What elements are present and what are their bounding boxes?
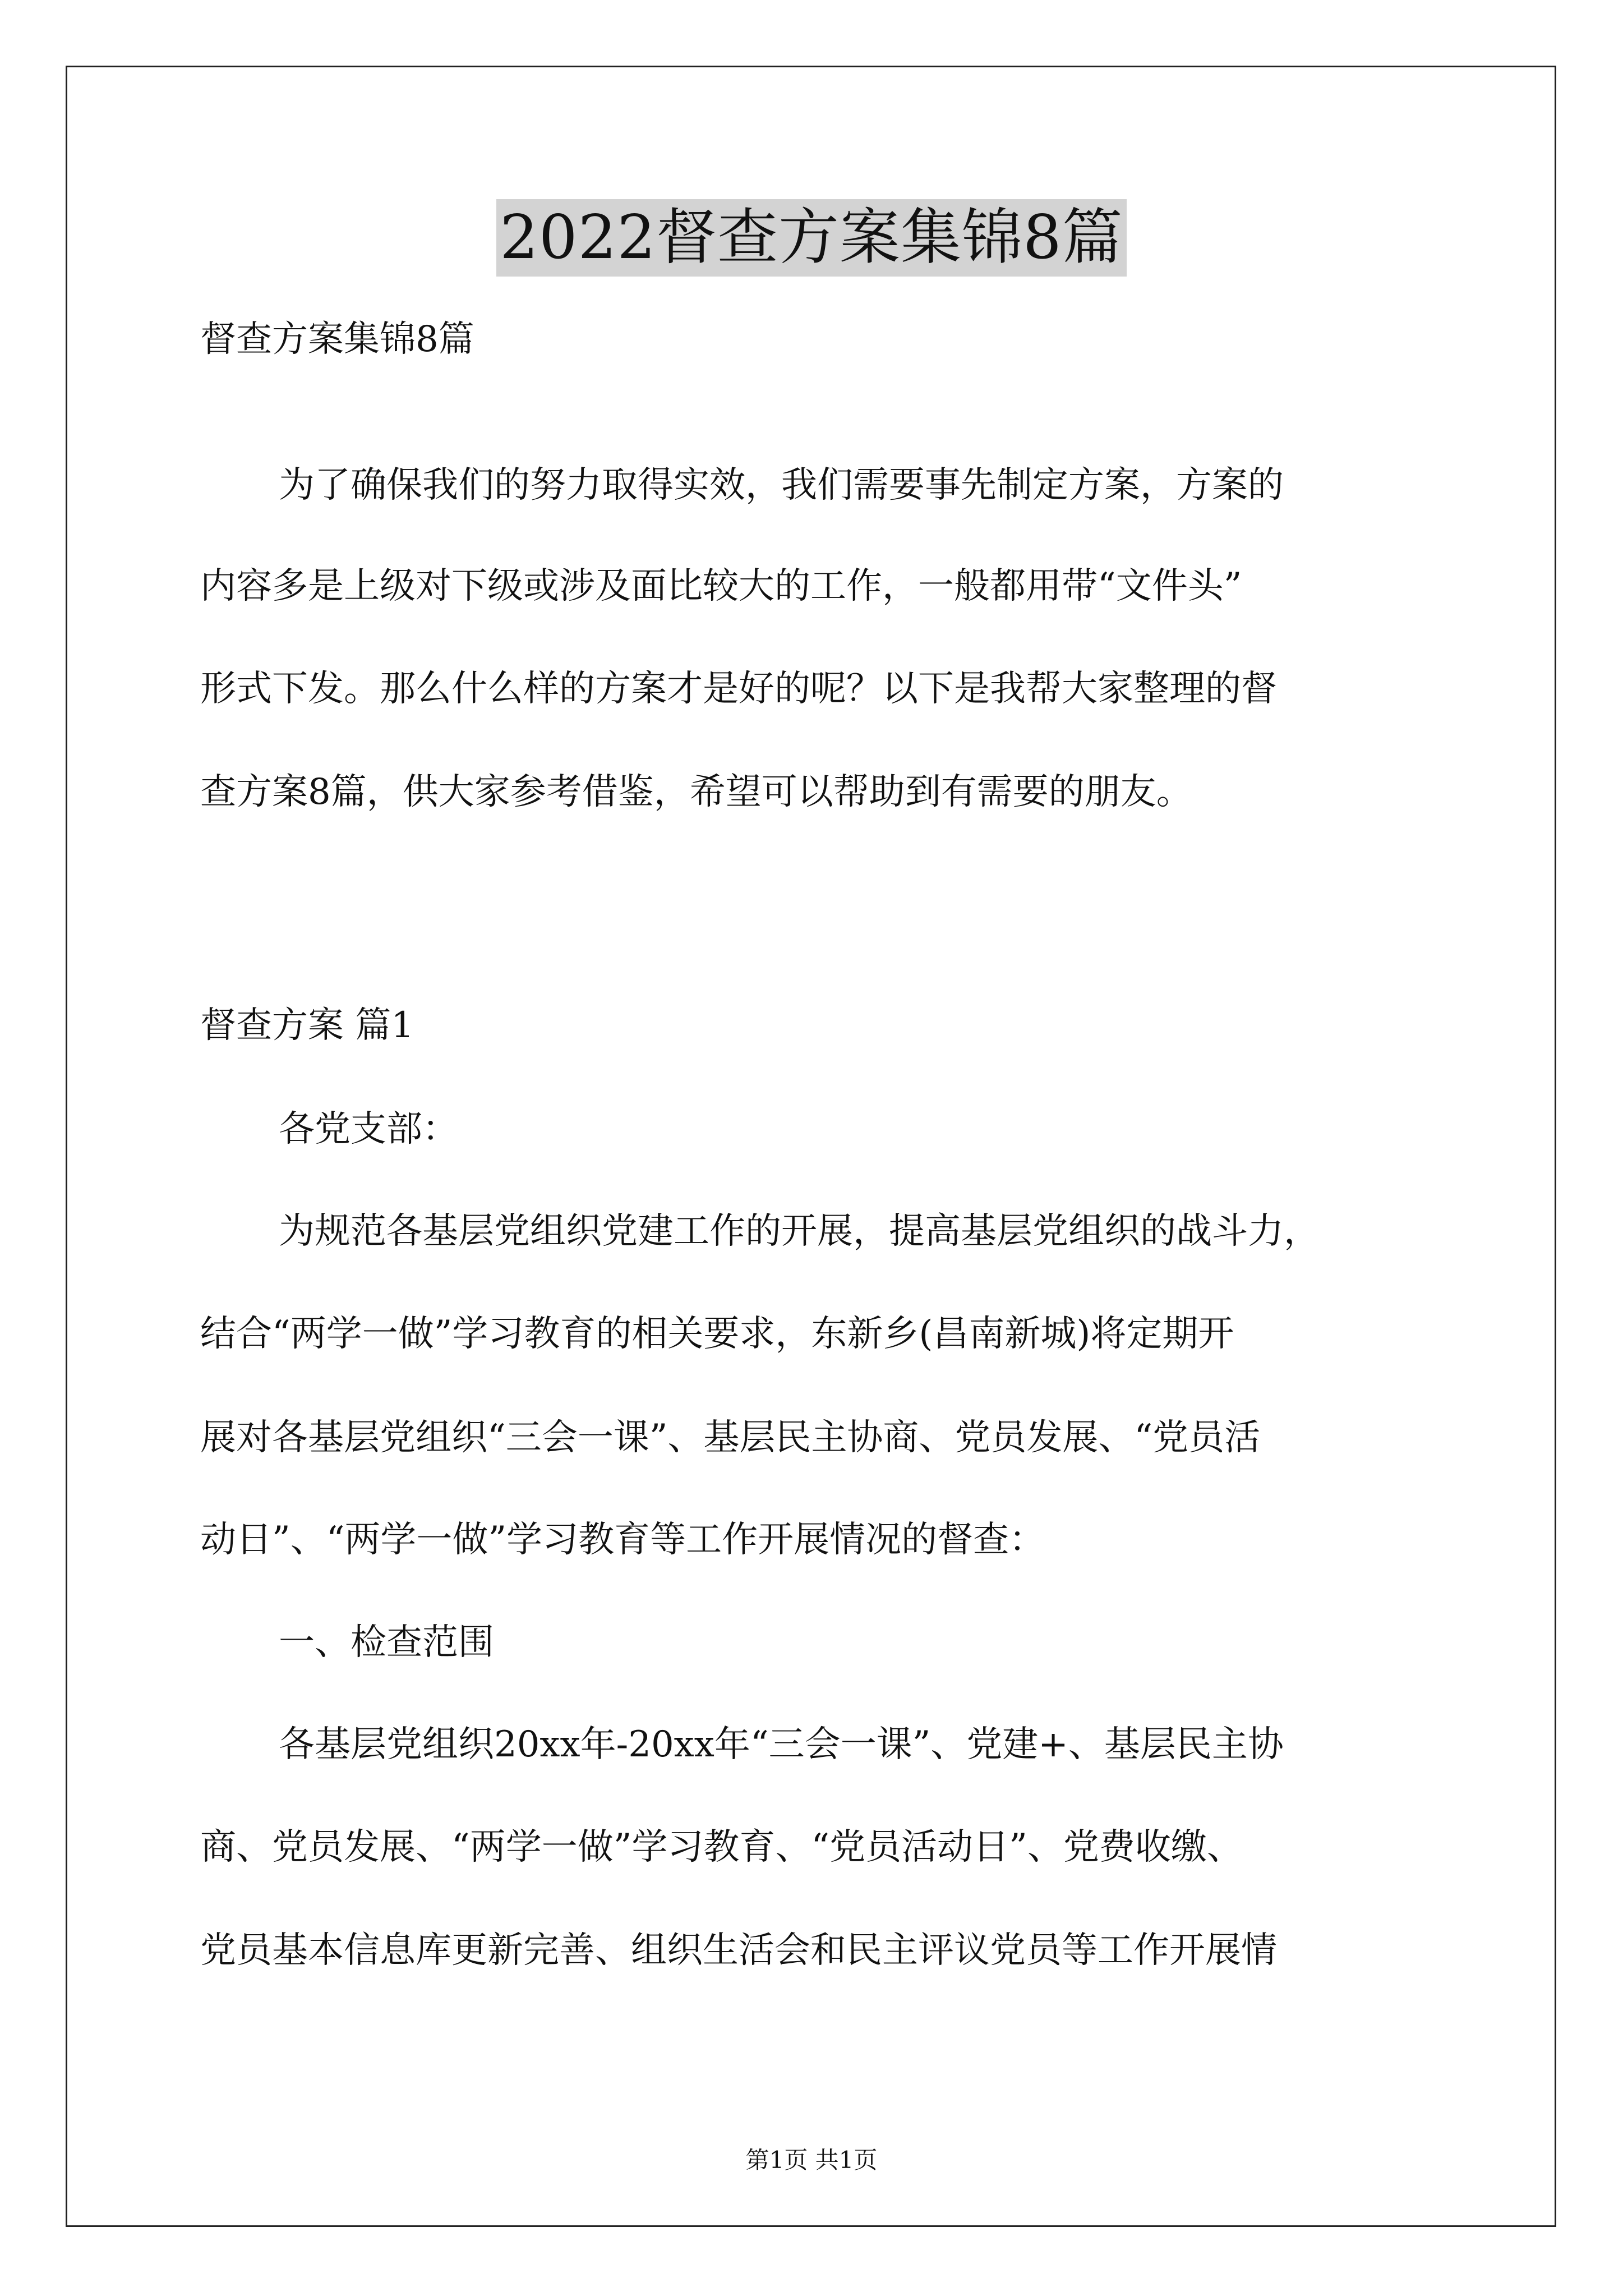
para1-line-4: 动日”、“两学一做”学习教育等工作开展情况的督查： (200, 1519, 1045, 1561)
para1-line-3: 展对各基层党组织“三会一课”、基层民主协商、党员发展、“党员活 (200, 1417, 1261, 1458)
title-container (0, 199, 1623, 277)
para2-line-2: 商、党员发展、“两学一做”学习教育、“党员活动日”、党费收缴、 (200, 1826, 1243, 1868)
page-footer: 第1页 共1页 (745, 2146, 878, 2174)
item1-heading: 一、检查范围 (279, 1622, 494, 1663)
intro-line-2: 内容多是上级对下级或涉及面比较大的工作，一般都用带“文件头” (200, 565, 1242, 607)
intro-line-3: 形式下发。那么什么样的方案才是好的呢？以下是我帮大家整理的督 (200, 668, 1277, 710)
section-heading: 督查方案 篇1 (200, 1005, 414, 1046)
document-subtitle: 督查方案集锦8篇 (200, 319, 474, 360)
intro-line-4: 查方案8篇，供大家参考借鉴，希望可以帮助到有需要的朋友。 (200, 771, 1192, 813)
para2-line-3: 党员基本信息库更新完善、组织生活会和民主评议党员等工作开展情 (200, 1930, 1277, 1971)
para2-line-1: 各基层党组织20xx年-20xx年“三会一课”、党建+、基层民主协 (279, 1724, 1284, 1765)
salutation: 各党支部： (279, 1108, 458, 1150)
intro-line-1: 为了确保我们的努力取得实效，我们需要事先制定方案，方案的 (279, 464, 1284, 506)
para1-line-2: 结合“两学一做”学习教育的相关要求，东新乡(昌南新城)将定期开 (200, 1313, 1234, 1355)
para1-line-1: 为规范各基层党组织党建工作的开展，提高基层党组织的战斗力， (279, 1211, 1320, 1252)
document-title: 2022督查方案集锦8篇 (496, 199, 1127, 277)
